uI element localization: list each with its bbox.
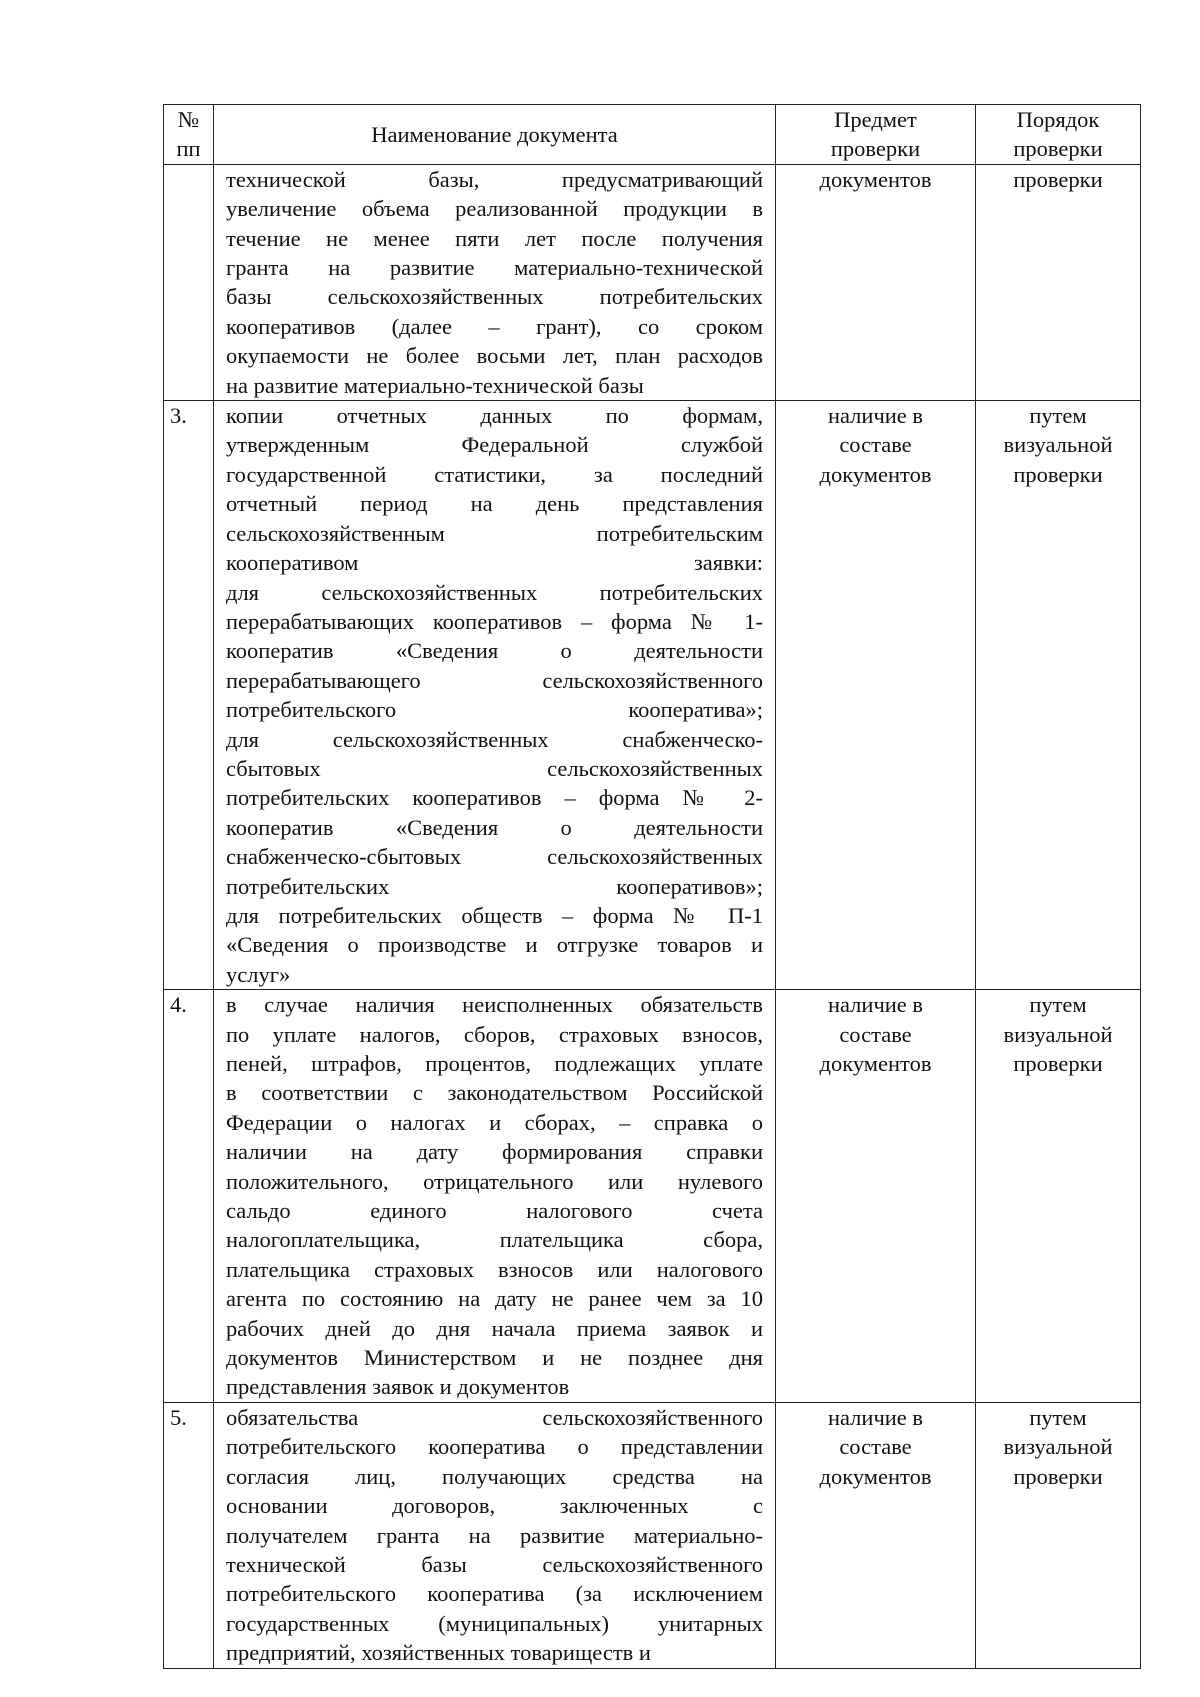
document-name-line: государственных (муниципальных) унитарных bbox=[226, 1610, 763, 1636]
table-row bbox=[164, 164, 1141, 400]
document-name-line: в соответствии с законодательством Российской bbox=[226, 1080, 763, 1106]
document-name-line: кооператив «Сведения о деятельности bbox=[226, 814, 763, 840]
document-name-line: утвержденным Федеральной службой bbox=[226, 432, 763, 458]
document-name-line: рабочих дней до дня начала приема заявок и bbox=[226, 1315, 763, 1341]
document-name-line: перерабатывающего сельскохозяйственного bbox=[226, 667, 763, 693]
document-name-line: налогоплательщика, плательщика сбора, bbox=[226, 1227, 763, 1253]
document-name-line: Федерации о налогах и сборах, – справка о bbox=[226, 1109, 763, 1135]
document-name-line: для потребительских обществ – форма № П-1 bbox=[226, 902, 763, 928]
document-name-line: кооперативов (далее – грант), со сроком bbox=[226, 313, 763, 339]
document-table bbox=[163, 104, 1141, 1669]
header-order bbox=[976, 105, 1141, 165]
header-order-line2: проверки bbox=[1013, 136, 1103, 162]
subject-line: документов bbox=[819, 461, 932, 487]
header-subject bbox=[776, 105, 976, 165]
document-name-line: для сельскохозяйственных потребительских bbox=[226, 579, 763, 605]
document-name-line: документов Министерством и не позднее дня bbox=[226, 1345, 763, 1371]
subject-cell bbox=[776, 401, 976, 990]
row-number: 3. bbox=[164, 401, 214, 990]
subject-line: документов bbox=[819, 1051, 932, 1076]
document-name-cell bbox=[214, 164, 776, 400]
subject-cell bbox=[776, 164, 976, 400]
document-name-line: течение не менее пяти лет после получения bbox=[226, 225, 763, 251]
document-name-line: положительного, отрицательного или нулевого bbox=[226, 1168, 763, 1194]
document-name-line: для сельскохозяйственных снабженческо- bbox=[226, 726, 763, 752]
subject-line: наличие в bbox=[827, 1404, 924, 1430]
order-cell bbox=[976, 164, 1141, 400]
header-order-line1: Порядок bbox=[1016, 107, 1100, 132]
row-number: 5. bbox=[164, 1402, 214, 1668]
document-name-line: кооперативом заявки: bbox=[226, 550, 763, 576]
document-name-line: окупаемости не более восьми лет, план расходов bbox=[226, 343, 763, 369]
document-name-line: кооператив «Сведения о деятельности bbox=[226, 638, 763, 664]
table-body bbox=[164, 164, 1141, 1668]
document-name-line: основании договоров, заключенных с bbox=[226, 1493, 763, 1519]
document-name-line: потребительского кооператива»; bbox=[226, 697, 763, 723]
document-name-line: технической базы, предусматривающий bbox=[226, 166, 763, 192]
document-name-line: в случае наличия неисполненных обязательств bbox=[226, 992, 763, 1018]
document-name-line: «Сведения о производстве и отгрузке товаров и bbox=[226, 932, 763, 958]
document-name-line: отчетный период на день представления bbox=[226, 491, 763, 517]
document-name-line: перерабатывающих кооперативов – форма № 1- bbox=[226, 608, 763, 634]
subject-line: документов bbox=[819, 166, 932, 192]
document-name-line: представления заявок и документов bbox=[226, 1374, 570, 1400]
document-name-line: технической базы сельскохозяйственного bbox=[226, 1551, 763, 1577]
order-line: визуальной bbox=[1003, 1021, 1113, 1047]
table-row bbox=[164, 990, 1141, 1403]
document-name-line: обязательства сельскохозяйственного bbox=[226, 1404, 763, 1430]
header-number-line2: пп bbox=[176, 136, 201, 162]
subject-cell bbox=[776, 1402, 976, 1668]
table-row bbox=[164, 401, 1141, 990]
document-name-line: государственной статистики, за последний bbox=[226, 461, 763, 487]
document-name-line: пеней, штрафов, процентов, подлежащих уплате bbox=[226, 1051, 763, 1076]
header-document-name-label: Наименование документа bbox=[371, 121, 618, 147]
order-cell bbox=[976, 1402, 1141, 1668]
document-name-cell bbox=[214, 990, 776, 1403]
subject-line: наличие в bbox=[827, 992, 924, 1018]
document-name-line: согласия лиц, получающих средства на bbox=[226, 1463, 763, 1489]
document-name-line: базы сельскохозяйственных потребительских bbox=[226, 284, 763, 310]
row-number bbox=[164, 164, 214, 400]
header-number bbox=[164, 105, 214, 165]
document-name-line: потребительских кооперативов – форма № 2- bbox=[226, 785, 763, 811]
order-line: визуальной bbox=[1003, 432, 1113, 458]
subject-cell bbox=[776, 990, 976, 1403]
document-name-line: наличии на дату формирования справки bbox=[226, 1139, 763, 1165]
order-line: путем bbox=[1029, 403, 1087, 429]
order-line: путем bbox=[1029, 1404, 1087, 1430]
subject-line: составе bbox=[839, 1021, 912, 1047]
subject-line: составе bbox=[839, 1434, 912, 1460]
order-line: проверки bbox=[1013, 461, 1103, 487]
subject-line: наличие в bbox=[827, 403, 924, 429]
header-subject-line2: проверки bbox=[830, 136, 921, 162]
document-name-line: снабженческо-сбытовых сельскохозяйственных bbox=[226, 844, 763, 870]
table-header bbox=[164, 105, 1141, 165]
document-name-line: на развитие материально-технической базы bbox=[226, 372, 644, 398]
document-name-line: предприятий, хозяйственных товариществ и bbox=[226, 1640, 651, 1666]
document-name-line: сбытовых сельскохозяйственных bbox=[226, 755, 763, 781]
order-line: проверки bbox=[1013, 166, 1103, 192]
document-name-line: получателем гранта на развитие материально- bbox=[226, 1522, 763, 1548]
order-line: проверки bbox=[1013, 1051, 1103, 1076]
header-document-name bbox=[214, 105, 776, 165]
order-line: визуальной bbox=[1003, 1434, 1113, 1460]
document-name-line: сальдо единого налогового счета bbox=[226, 1198, 763, 1224]
row-number: 4. bbox=[164, 990, 214, 1403]
document-name-line: копии отчетных данных по формам, bbox=[226, 403, 763, 429]
document-name-line: потребительского кооператива о представлении bbox=[226, 1434, 763, 1460]
subject-line: документов bbox=[819, 1463, 932, 1489]
order-line: путем bbox=[1029, 992, 1087, 1018]
document-name-line: потребительских кооперативов»; bbox=[226, 873, 763, 899]
order-cell bbox=[976, 990, 1141, 1403]
document-name-line: потребительского кооператива (за исключением bbox=[226, 1581, 763, 1607]
header-subject-line1: Предмет bbox=[834, 107, 917, 132]
document-name-line: агента по состоянию на дату не ранее чем за 10 bbox=[226, 1286, 763, 1312]
document-name-cell bbox=[214, 401, 776, 990]
order-cell bbox=[976, 401, 1141, 990]
document-name-line: гранта на развитие материально-технической bbox=[226, 255, 763, 281]
document-name-line: по уплате налогов, сборов, страховых взносов, bbox=[226, 1021, 763, 1047]
document-name-line: увеличение объема реализованной продукции в bbox=[226, 196, 763, 222]
table-row bbox=[164, 1402, 1141, 1668]
subject-line: составе bbox=[839, 432, 912, 458]
order-line: проверки bbox=[1013, 1463, 1103, 1489]
document-name-line: плательщика страховых взносов или налогового bbox=[226, 1256, 763, 1282]
document-name-line: услуг» bbox=[226, 961, 291, 987]
document-name-line: сельскохозяйственным потребительским bbox=[226, 520, 763, 546]
header-number-line1: № bbox=[177, 107, 200, 133]
document-name-cell bbox=[214, 1402, 776, 1668]
